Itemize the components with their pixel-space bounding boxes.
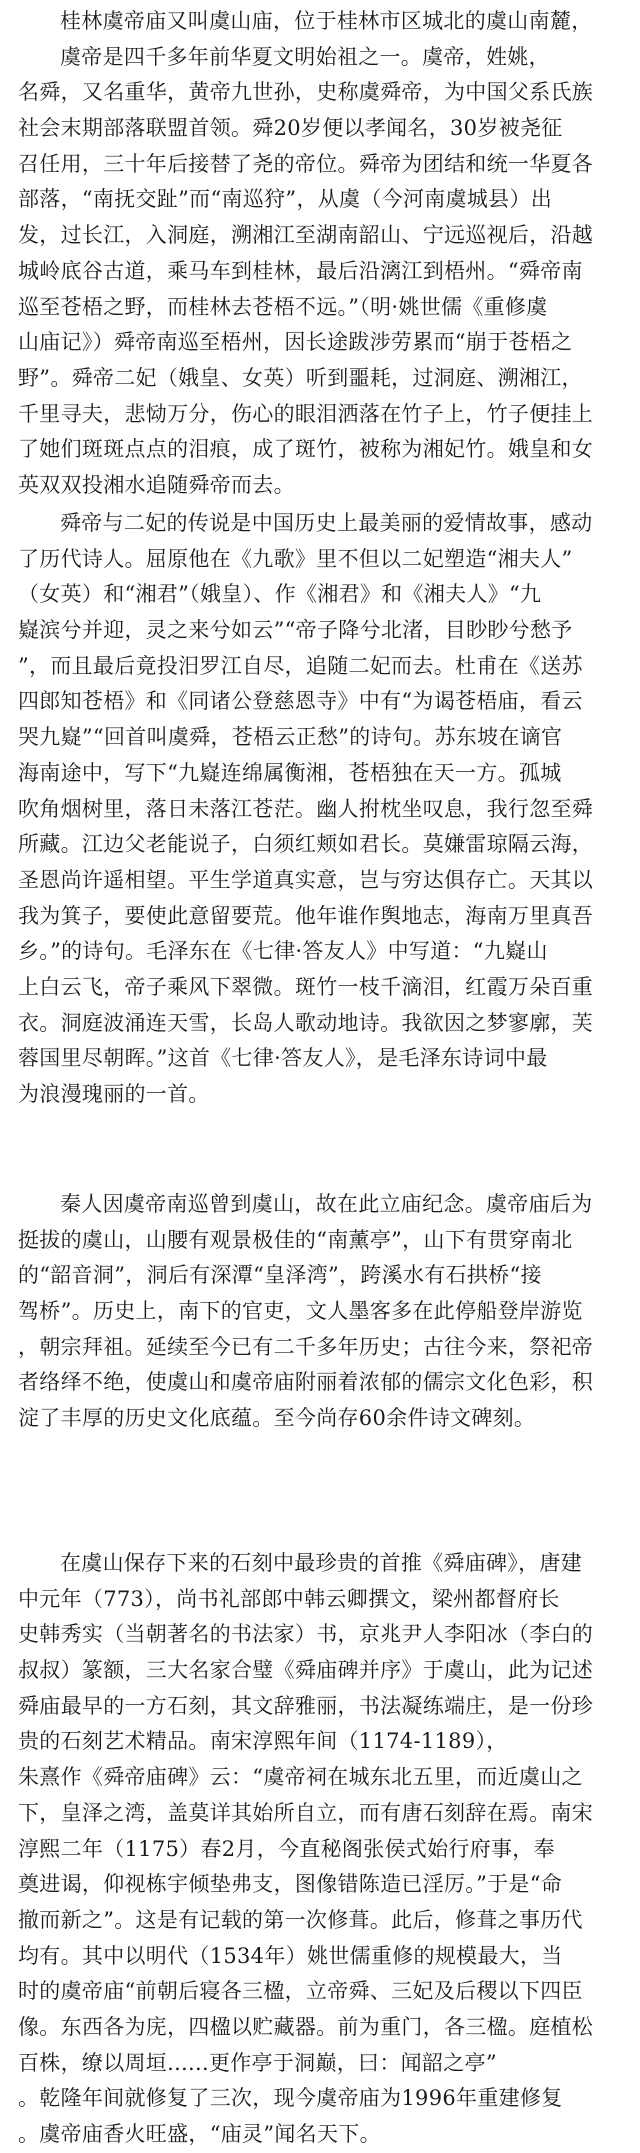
text-line: 社会末期部落联盟首领。舜20岁便以孝闻名，30岁被尧征 bbox=[18, 116, 563, 141]
text-line: 了历代诗人。屈原他在《九歌》里不但以二妃塑造“湘夫人” bbox=[18, 546, 573, 571]
text-line: 哭九嶷”“回首叫虞舜，苍梧云正愁”的诗句。苏东坡在谪官 bbox=[18, 725, 563, 750]
text-line: 我为箕子，要使此意留要荒。他年谁作舆地志，海南万里真吾 bbox=[18, 903, 594, 928]
text-line: 虞帝是四千多年前华夏文明始祖之一。虞帝，姓姚， bbox=[60, 44, 550, 69]
text-line: 朱熹作《舜帝庙碑》云：“虞帝祠在城东北五里，而近虞山之 bbox=[18, 1765, 583, 1790]
text-line: 嶷滨兮并迎，灵之来兮如云”“帝子降兮北渚，目眇眇兮愁予 bbox=[18, 618, 573, 643]
text-line: 巡至苍梧之野，而桂林去苍梧不远。”（明·姚世儒《重修虞 bbox=[18, 294, 548, 319]
text-line: 。虞帝庙香火旺盛，“庙灵”闻名天下。 bbox=[18, 2122, 381, 2146]
text-line: 百株，缭以周垣......更作亭于洞巅，曰：闻韶之亭” bbox=[18, 2050, 497, 2075]
text-line: 英双双投湘水追随舜帝而去。 bbox=[18, 472, 295, 497]
text-line: ，朝宗拜祖。延续至今已有二千多年历史；古往今来，祭祀帝 bbox=[18, 1334, 594, 1359]
text-line: 海南途中，写下“九嶷连绵属衡湘，苍梧独在天一方。孤城 bbox=[18, 760, 562, 785]
text-line: 时的虞帝庙“前朝后寝各三楹，立帝舜、三妃及后稷以下四臣 bbox=[18, 1979, 583, 2004]
text-line: 衣。洞庭波涌连天雪，长岛人歌动地诗。我欲因之梦寥廓，芙 bbox=[18, 1010, 594, 1035]
text-line: 名舜，又名重华，黄帝九世孙，史称虞舜帝，为中国父系氏族 bbox=[18, 80, 594, 105]
text-line: 史韩秀实（当朝著名的书法家）书，京兆尹人李阳冰（李白的 bbox=[18, 1622, 594, 1647]
text-line: 像。东西各为庑，四楹以贮藏器。前为重门，各三楹。庭植松 bbox=[18, 2014, 594, 2039]
text-line: 撤而新之”。这是有记载的第一次修葺。此后，修葺之事历代 bbox=[18, 1907, 583, 1932]
text-line: 者络绎不绝，使虞山和虞帝庙附丽着浓郁的儒宗文化色彩，积 bbox=[18, 1370, 594, 1395]
text-line: 了她们斑斑点点的泪痕，成了斑竹，被称为湘妃竹。娥皇和女 bbox=[18, 437, 594, 462]
text-line: 蓉国里尽朝晖。”这首《七律·答友人》，是毛泽东诗词中最 bbox=[18, 1046, 548, 1071]
text-line: 下，皇泽之湾，盖莫详其始所自立，而有唐石刻辞在焉。南宋 bbox=[18, 1800, 594, 1825]
text-line: 部落，“南抚交趾”而“南巡狩”，从虞（今河南虞城县）出 bbox=[18, 187, 553, 212]
text-line: ”，而且最后竟投汨罗江自尽，追随二妃而去。杜甫在《送苏 bbox=[18, 653, 583, 678]
text-line: 均有。其中以明代（1534年）姚世儒重修的规模最大，当 bbox=[18, 1943, 563, 1968]
text-line: 四郎知苍梧》和《同诸公登慈恩寺》中有“为谒苍梧庙，看云 bbox=[18, 689, 583, 714]
text-line: 发，过长江，入洞庭，溯湘江至湖南韶山、宁远巡视后，沿越 bbox=[18, 223, 594, 248]
text-line: （女英）和“湘君”（娥皇）、作《湘君》和《湘夫人》“九 bbox=[18, 582, 542, 607]
paragraph-temple-history bbox=[18, 1187, 622, 1437]
text-line: 召任用，三十年后接替了尧的帝位。舜帝为团结和统一华夏各 bbox=[18, 151, 594, 176]
text-line: 吹角烟树里，落日未落江苍茫。幽人拊枕坐叹息，我行忽至舜 bbox=[18, 796, 594, 821]
text-line: 千里寻夫，悲恸万分，伤心的眼泪洒落在竹子上，竹子便挂上 bbox=[18, 401, 594, 426]
text-line: 所藏。江边父老能说子，白须红颊如君长。莫嫌雷琼隔云海， bbox=[18, 832, 594, 857]
text-line: 挺拔的虞山，山腰有观景极佳的“南薰亭”，山下有贯穿南北 bbox=[18, 1227, 573, 1252]
text-line: 为浪漫瑰丽的一首。 bbox=[18, 1082, 210, 1106]
text-line: 野”。舜帝二妃（娥皇、女英）听到噩耗，过洞庭、溯湘江， bbox=[18, 365, 583, 390]
text-line: 中元年（773），尚书礼部郎中韩云卿撰文，梁州都督府长 bbox=[18, 1586, 560, 1611]
paragraph-stone-inscriptions bbox=[18, 1546, 622, 2153]
text-line: 奠进谒，仰视栋宇倾垫弗支，图像错陈造已淫厉。”于是“命 bbox=[18, 1872, 563, 1897]
text-line: 。乾隆年间就修复了三次，现今虞帝庙为1996年重建修复 bbox=[18, 2086, 563, 2111]
text-line: 淀了丰厚的历史文化底蕴。至今尚存60余件诗文碑刻。 bbox=[18, 1406, 536, 1431]
text-line: 的“韶音洞”，洞后有深潭“皇泽湾”，跨溪水有石拱桥“接 bbox=[18, 1263, 542, 1288]
text-line: 叔叔）篆额，三大名家合璧《舜庙碑并序》于虞山，此为记述 bbox=[18, 1658, 594, 1683]
text-line: 淳熙二年（1175）春2月，今直秘阁张侯式始行府事，奉 bbox=[18, 1836, 555, 1861]
paragraph-poems bbox=[18, 506, 622, 1113]
text-line: 舜帝与二妃的传说是中国历史上最美丽的爱情故事，感动 bbox=[60, 511, 593, 535]
paragraph-yu-temple-intro bbox=[18, 4, 622, 504]
text-line: 上白云飞，帝子乘风下翠微。斑竹一枝千滴泪，红霞万朵百重 bbox=[18, 974, 594, 999]
text-line: 驾桥”。历史上，南下的官吏，文人墨客多在此停船登岸游览 bbox=[18, 1299, 583, 1324]
text-line: 舜庙最早的一方石刻，其文辞雅丽，书法凝练端庄，是一份珍 bbox=[18, 1693, 594, 1718]
text-line: 圣恩尚许遥相望。平生学道真实意，岂与穷达俱存亡。天其以 bbox=[18, 867, 594, 892]
text-line: 贵的石刻艺术精品。南宋淳熙年间（1174-1189）， bbox=[18, 1729, 508, 1754]
text-line: 秦人因虞帝南巡曾到虞山，故在此立庙纪念。虞帝庙后为 bbox=[60, 1192, 593, 1216]
text-line: 在虞山保存下来的石刻中最珍贵的首推《舜庙碑》，唐建 bbox=[60, 1551, 582, 1575]
text-line: 桂林虞帝庙又叫虞山庙，位于桂林市区城北的虞山南麓， bbox=[60, 9, 593, 33]
text-line: 乡。”的诗句。毛泽东在《七律·答友人》中写道：“九嶷山 bbox=[18, 939, 548, 964]
text-line: 城岭底谷古道，乘马车到桂林，最后沿漓江到梧州。“舜帝南 bbox=[18, 258, 583, 283]
text-line: 山庙记》）舜帝南巡至梧州，因长途跋涉劳累而“崩于苍梧之 bbox=[18, 330, 573, 355]
